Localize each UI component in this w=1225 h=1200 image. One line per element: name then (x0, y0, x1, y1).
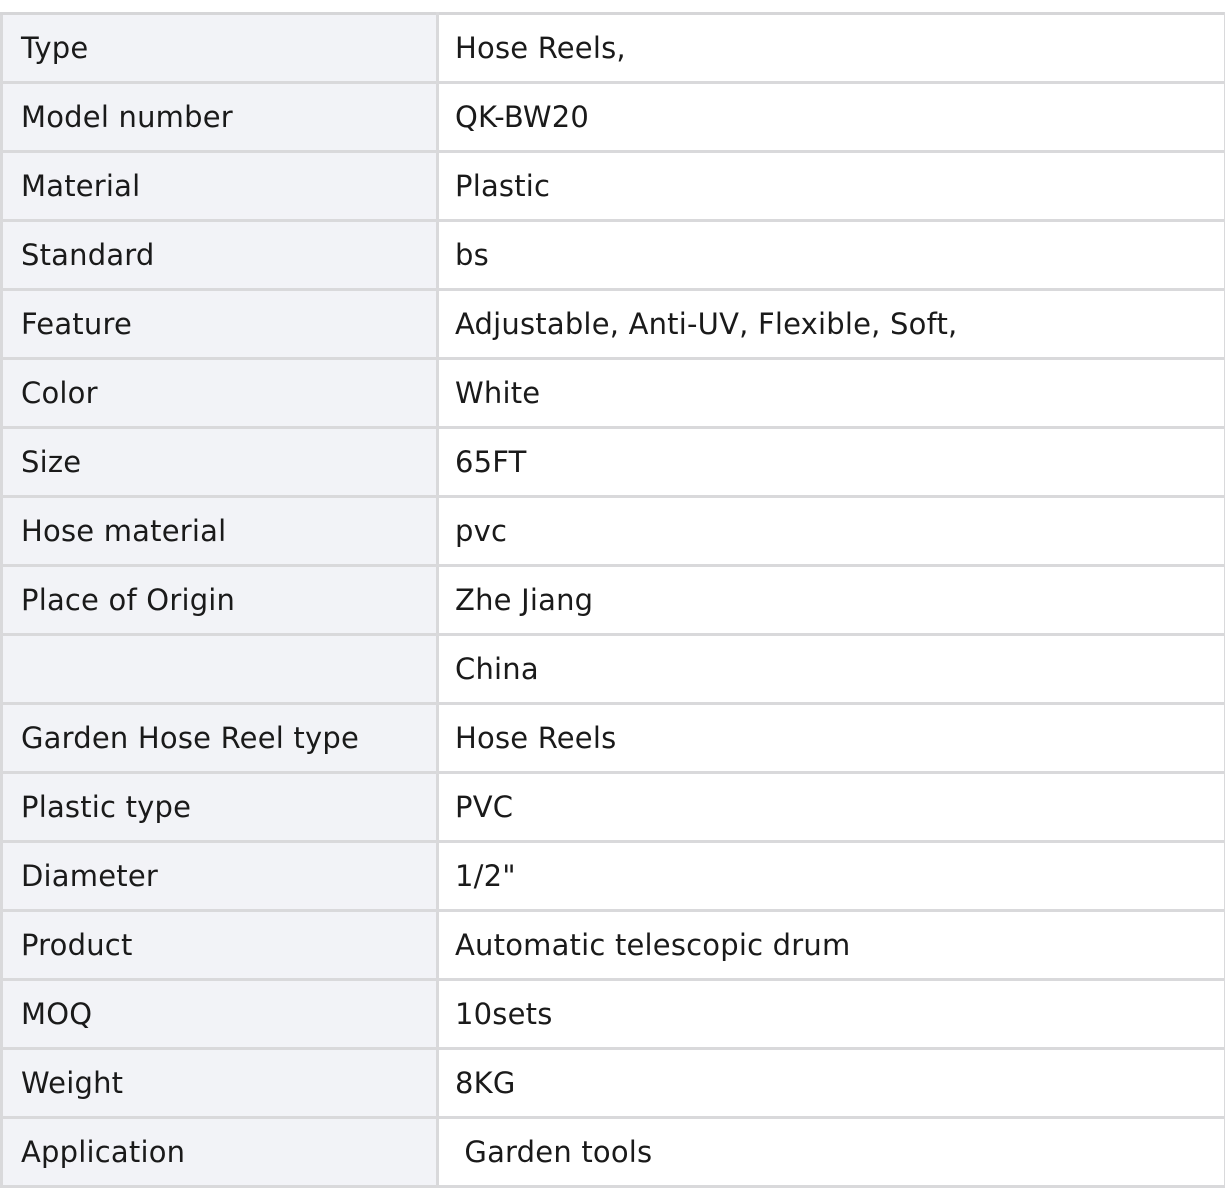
spec-label: Material (2, 152, 438, 221)
table-row (2, 428, 1225, 497)
spec-label: Feature (2, 290, 438, 359)
table-row (2, 359, 1225, 428)
spec-value: 10sets (438, 980, 1225, 1049)
table-row (2, 980, 1225, 1049)
spec-label: Size (2, 428, 438, 497)
spec-value: 1/2" (438, 842, 1225, 911)
table-row (2, 497, 1225, 566)
spec-label: Weight (2, 1049, 438, 1118)
spec-value: Adjustable, Anti-UV, Flexible, Soft, (438, 290, 1225, 359)
spec-value: QK-BW20 (438, 83, 1225, 152)
table-row (2, 1049, 1225, 1118)
table-row (2, 221, 1225, 290)
spec-label (2, 635, 438, 704)
table-row (2, 842, 1225, 911)
spec-value: PVC (438, 773, 1225, 842)
spec-value: White (438, 359, 1225, 428)
table-row (2, 1118, 1225, 1187)
table-row (2, 773, 1225, 842)
table-row (2, 152, 1225, 221)
table-row (2, 83, 1225, 152)
product-spec-table (0, 12, 1225, 1188)
table-row (2, 14, 1225, 83)
spec-label: Place of Origin (2, 566, 438, 635)
spec-label: Diameter (2, 842, 438, 911)
spec-label: Application (2, 1118, 438, 1187)
spec-value: Garden tools (438, 1118, 1225, 1187)
spec-label: MOQ (2, 980, 438, 1049)
table-row (2, 635, 1225, 704)
spec-label: Standard (2, 221, 438, 290)
spec-label: Type (2, 14, 438, 83)
spec-value: Hose Reels, (438, 14, 1225, 83)
spec-value: pvc (438, 497, 1225, 566)
spec-value: Zhe Jiang (438, 566, 1225, 635)
spec-label: Garden Hose Reel type (2, 704, 438, 773)
spec-label: Product (2, 911, 438, 980)
spec-value: Automatic telescopic drum (438, 911, 1225, 980)
spec-value: Hose Reels (438, 704, 1225, 773)
spec-value: China (438, 635, 1225, 704)
spec-value: Plastic (438, 152, 1225, 221)
spec-label: Hose material (2, 497, 438, 566)
spec-label: Color (2, 359, 438, 428)
spec-value: 65FT (438, 428, 1225, 497)
table-row (2, 704, 1225, 773)
spec-label: Model number (2, 83, 438, 152)
table-row (2, 566, 1225, 635)
spec-label: Plastic type (2, 773, 438, 842)
table-row (2, 911, 1225, 980)
spec-value: bs (438, 221, 1225, 290)
table-row (2, 290, 1225, 359)
spec-value: 8KG (438, 1049, 1225, 1118)
